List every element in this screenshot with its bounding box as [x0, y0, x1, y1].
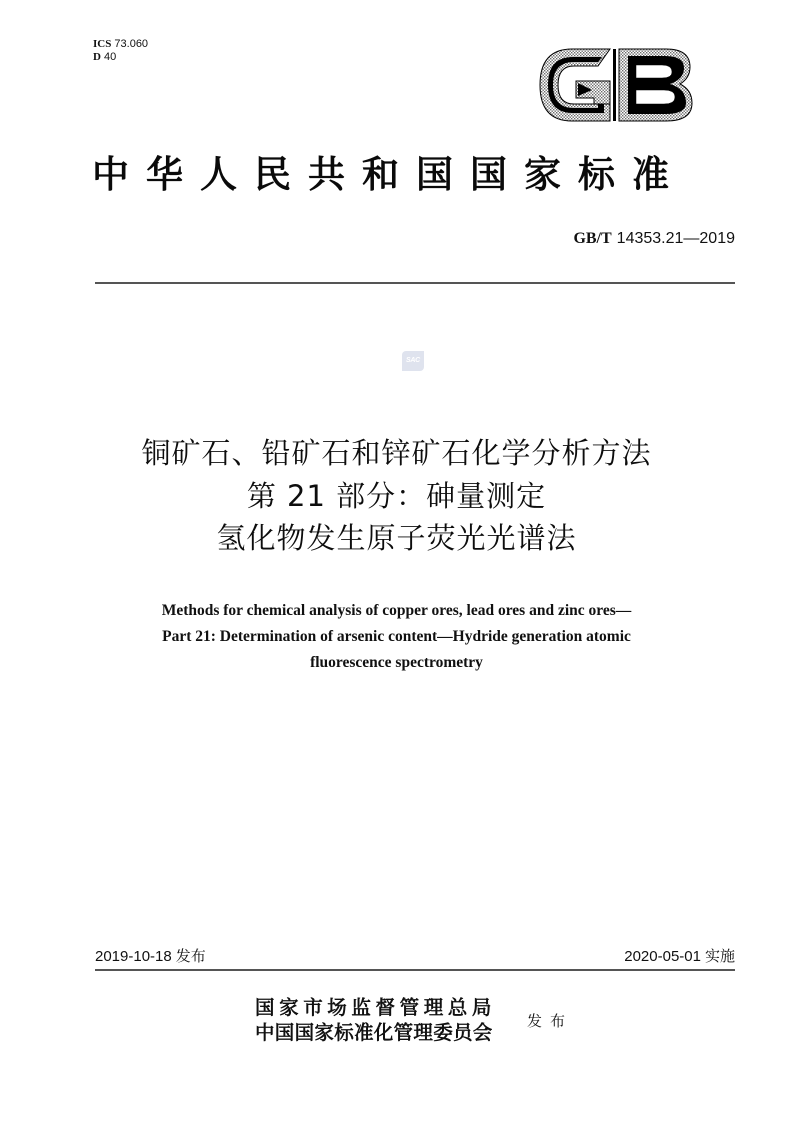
- title-cn-line-2: 第 21 部分：砷量测定: [246, 479, 547, 513]
- title-cn-line-3: 氢化物发生原子荧光光谱法: [216, 521, 577, 555]
- ics-code: [93, 38, 148, 51]
- issuer-samr: 国家市场监督管理总局: [255, 996, 497, 1019]
- ics-label: ICS: [93, 38, 112, 50]
- title-en-line-2: Part 21: Determination of arsenic content—Hydride generation atomic: [162, 628, 631, 645]
- title-cn-line-1: 铜矿石、铅矿石和锌矿石化学分析方法: [141, 436, 652, 470]
- ccs-code: [93, 51, 116, 64]
- sac-watermark-icon: SAC: [402, 351, 424, 371]
- standard-code: 14353.21—2019: [616, 230, 735, 247]
- ccs-label: D: [93, 51, 101, 63]
- issue-date: [95, 946, 206, 967]
- issue-date-value: 2019-10-18: [95, 948, 172, 965]
- issuing-authorities: [255, 995, 496, 1045]
- issue-action-label: 发布: [527, 1012, 574, 1030]
- bottom-divider: [95, 969, 735, 971]
- implementation-date-value: 2020-05-01: [624, 948, 701, 965]
- national-standard-title: 中华人民共和国国家标准: [92, 152, 686, 196]
- standard-prefix: GB/T: [573, 230, 612, 247]
- standard-number: [573, 228, 735, 249]
- issue-date-label: 发布: [175, 947, 206, 965]
- issuer-sac: 中国国家标准化管理委员会: [255, 1021, 493, 1044]
- implementation-date-label: 实施: [704, 947, 735, 965]
- implementation-date: [624, 946, 735, 967]
- ccs-value: 40: [104, 51, 117, 63]
- ics-value: 73.060: [114, 38, 149, 50]
- title-en-line-3: fluorescence spectrometry: [310, 654, 483, 671]
- title-en-line-1: Methods for chemical analysis of copper ores, lead ores and zinc ores—: [161, 602, 632, 619]
- top-divider: [95, 282, 735, 284]
- gb-logo-icon: [538, 46, 694, 124]
